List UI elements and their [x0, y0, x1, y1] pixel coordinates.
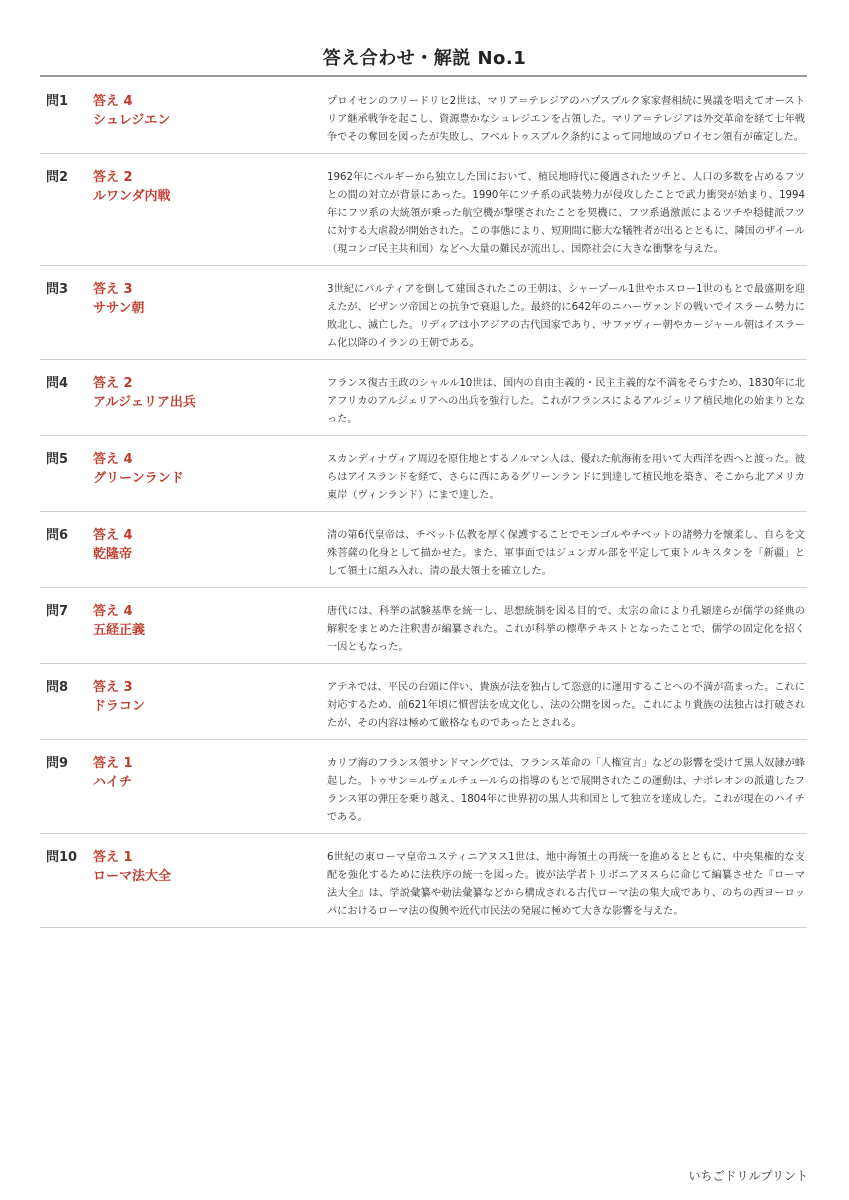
answer-term: 乾隆帝 — [93, 547, 133, 562]
answer-row — [40, 360, 807, 436]
answer-block — [93, 527, 327, 581]
title-divider — [40, 75, 807, 77]
answer-choice: 答え 3 — [93, 282, 133, 297]
answer-choice: 答え 3 — [93, 680, 133, 695]
answer-choice: 答え 4 — [93, 528, 133, 543]
answer-block — [93, 755, 327, 827]
answer-choice: 答え 2 — [93, 376, 133, 391]
answer-choice: 答え 1 — [93, 756, 133, 771]
page-title: 答え合わせ・解説 No.1 — [322, 48, 527, 69]
explanation-text: プロイセンのフリードリヒ2世は、マリア＝テレジアのハプスブルク家家督相続に異議を唱えてオーストリア継承戦争を起こし、資源豊かなシュレジエンを占領した。マリア＝テレジアは外交革命を経て七年戦争でその奪回を図ったが失敗し、フベルトゥスブルク条約によって同地域のプロイセン領有が確定した。 — [327, 96, 805, 143]
question-number: 問5 — [46, 452, 69, 467]
question-number: 問9 — [46, 756, 69, 771]
answer-term: アルジェリア出兵 — [93, 395, 196, 410]
explanation-text: 6世紀の東ローマ皇帝ユスティニアヌス1世は、地中海領土の再統一を進めるとともに、中央集権的な支配を強化するために法秩序の統一を図った。彼が法学者トリボニアヌスらに命じて編纂させた『ローマ法大全』は、学説彙纂や勅法彙纂などから構成される古代ローマ法の集大成であり、のちの西ヨーロッパにおけるローマ法の復興や近代市民法の発展に極めて大きな影響を与えた。 — [327, 852, 805, 917]
answer-list — [40, 78, 807, 928]
answer-row — [40, 154, 807, 266]
answer-block — [93, 679, 327, 733]
answer-choice: 答え 4 — [93, 94, 133, 109]
answer-term: ルワンダ内戦 — [93, 189, 171, 204]
answer-choice: 答え 2 — [93, 170, 133, 185]
question-number: 問1 — [46, 94, 69, 109]
question-number: 問7 — [46, 604, 69, 619]
answer-row — [40, 664, 807, 740]
answer-term: 五経正義 — [93, 623, 146, 638]
answer-block — [93, 375, 327, 429]
question-number: 問8 — [46, 680, 69, 695]
question-number: 問2 — [46, 170, 69, 185]
explanation-text: 清の第6代皇帝は、チベット仏教を厚く保護することでモンゴルやチベットの諸勢力を懐柔し、自らを文殊菩薩の化身として描かせた。また、軍事面ではジュンガル部を平定して東トルキスタンを「新疆」として領土に組み入れ、清の最大領土を確立した。 — [327, 530, 805, 577]
explanation-text: アテネでは、平民の台頭に伴い、貴族が法を独占して恣意的に運用することへの不満が高まった。これに対応するため、前621年頃に慣習法を成文化し、法の公開を図った。これにより貴族の法独占は打破されたが、その内容は極めて厳格なものであったとされる。 — [327, 682, 805, 729]
explanation-text: カリブ海のフランス領サンドマングでは、フランス革命の「人権宣言」などの影響を受けて黒人奴隷が蜂起した。トゥサン＝ルヴェルチュールらの指導のもとで展開されたこの運動は、ナポレオンの派遣したフランス軍の弾圧を乗り越え、1804年に世界初の黒人共和国として独立を達成した。これが現在のハイチである。 — [327, 758, 805, 823]
question-number: 問4 — [46, 376, 69, 391]
explanation-text: 1962年にベルギーから独立した国において、植民地時代に優遇されたツチと、人口の多数を占めるフツとの間の対立が背景にあった。1990年にツチ系の武装勢力が侵攻したことで武力衝突が始まり、1994年にフツ系の大統領が乗った航空機が撃墜されたことを契機に、フツ系過激派によるツチや穏健派フツに対する大虐殺が開始された。この事態により、短期間に膨大な犠牲者が出るとともに、隣国のザイール（現コンゴ民主共和国）などへ大量の難民が流出し、国際社会に大きな衝撃を与えた。 — [327, 172, 805, 255]
answer-row — [40, 588, 807, 664]
explanation-text: 3世紀にパルティアを倒して建国されたこの王朝は、シャープール1世やホスロー1世のもとで最盛期を迎えたが、ビザンツ帝国との抗争で衰退した。最終的に642年のニハーヴァンドの戦いでイスラーム勢力に敗北し、滅亡した。リディアは小アジアの古代国家であり、サファヴィー朝やカージャール朝はイスラーム化以降のイランの王朝である。 — [327, 284, 805, 349]
explanation-text: フランス復古王政のシャルル10世は、国内の自由主義的・民主主義的な不満をそらすため、1830年に北アフリカのアルジェリアへの出兵を強行した。これがフランスによるアルジェリア植民地化の始まりとなった。 — [327, 378, 805, 425]
answer-term: ハイチ — [93, 775, 133, 790]
answer-row — [40, 78, 807, 154]
answer-block — [93, 849, 327, 921]
answer-term: ドラコン — [93, 699, 146, 714]
question-number: 問6 — [46, 528, 69, 543]
answer-choice: 答え 4 — [93, 452, 133, 467]
explanation-text: スカンディナヴィア周辺を原住地とするノルマン人は、優れた航海術を用いて大西洋を西へと渡った。彼らはアイスランドを経て、さらに西にあるグリーンランドに到達して植民地を築き、そこから北アメリカ東岸（ヴィンランド）にまで達した。 — [327, 454, 805, 501]
answer-row — [40, 436, 807, 512]
question-number: 問3 — [46, 282, 69, 297]
answer-row — [40, 834, 807, 928]
answer-block — [93, 281, 327, 353]
answer-choice: 答え 4 — [93, 604, 133, 619]
answer-block — [93, 451, 327, 505]
answer-term: グリーンランド — [93, 471, 184, 486]
answer-choice: 答え 1 — [93, 850, 133, 865]
explanation-text: 唐代には、科挙の試験基準を統一し、思想統制を図る目的で、太宗の命により孔穎達らが儒学の経典の解釈をまとめた注釈書が編纂された。これが科挙の標準テキストとなったことで、儒学の固定化を招く一因ともなった。 — [327, 606, 805, 653]
answer-row — [40, 266, 807, 360]
answer-term: ササン朝 — [93, 301, 145, 316]
answer-row — [40, 740, 807, 834]
question-number: 問10 — [46, 850, 78, 865]
answer-block — [93, 169, 327, 259]
answer-term: シュレジエン — [93, 113, 171, 128]
answer-term: ローマ法大全 — [93, 869, 172, 884]
footer-brand: いちごドリルプリント — [688, 1169, 808, 1183]
answer-block — [93, 93, 327, 147]
answer-block — [93, 603, 327, 657]
answer-row — [40, 512, 807, 588]
